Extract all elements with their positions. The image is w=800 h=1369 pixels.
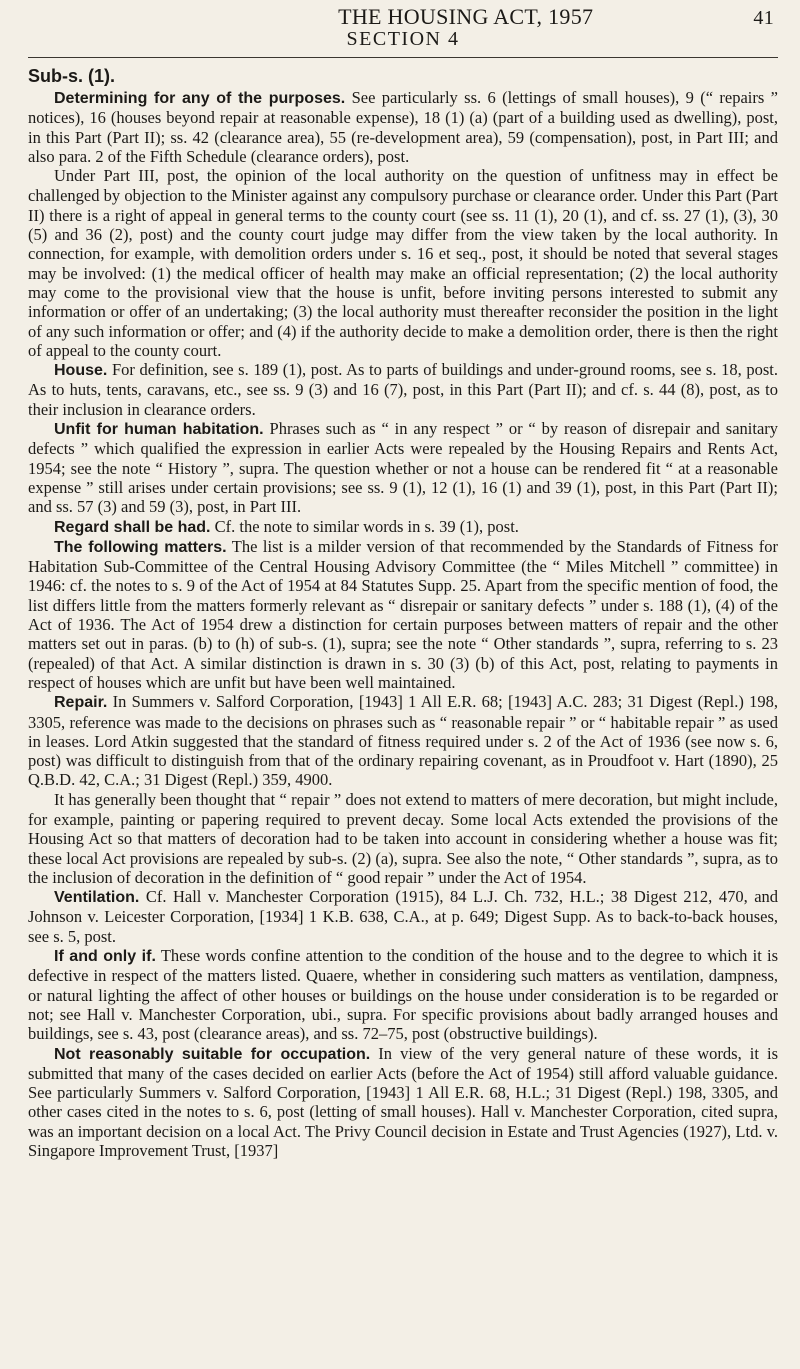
- annotation-text: These words confine attention to the condition of the house and to the degree to which it is defective in respect of the matters listed. Quaere, whether in considering such matters as ventilation, dampness, or natural lighting the affect of other houses or buildings on the house under consideration is to be regarded or not; see Hall v. Manchester Corporation, ubi., supra. For specific provisions about badly arranged houses and buildings, see s. 43, post (clearance areas), and ss. 72–75, post (obstructive buildings).: [28, 946, 779, 1044]
- annotation-term: Repair.: [54, 694, 108, 712]
- annotation-term: Determining for any of the purposes.: [54, 90, 346, 107]
- annotation-paragraph: [28, 887, 778, 946]
- annotation-text: For definition, see s. 189 (1), post. As to parts of buildings and under-ground rooms, see s. 18, post. As to huts, tents, caravans, etc., see ss. 9 (3) and 16 (7), post, in this Part (Part II); and cf. s. 44 (8), post, as to their inclusion in clearance orders.: [28, 360, 779, 419]
- annotation-term: The following matters.: [54, 538, 227, 556]
- annotation-body: [28, 88, 778, 1160]
- page-number: 41: [753, 7, 774, 29]
- annotation-text: Phrases such as “ in any respect ” or “ by reason of disrepair and sanitary defects ” which qualified the expression in earlier Acts were repealed by the Housing Repairs and Rents Act, 1954; see the note “ History ”, supra. The question whether or not a house can be rendered fit “ at a reasonable expense ” still arises under certain provisions; see ss. 9 (1), 12 (1), 16 (1) and 39 (1), post, in this Part (Part II); and ss. 57 (3) and 59 (3), post, in Part III.: [28, 419, 779, 517]
- annotation-paragraph: [28, 790, 778, 887]
- annotation-text: Cf. Hall v. Manchester Corporation (1915), 84 L.J. Ch. 732, H.L.; 38 Digest 212, 470, and Johnson v. Leicester Corporation, [1934] 1 K.B. 638, C.A., at p. 649; Digest Supp. As to back-to-back houses, see s. 5, post.: [28, 887, 779, 946]
- annotation-text: See particularly ss. 6 (lettings of small houses), 9 (“ repairs ” notices), 16 (houses beyond repair at reasonable expense), 18 (1) (a) (part of a building used as dwelling), post, in this Part (Part II); ss. 42 (clearance area), 55 (re-development area), 59 (compensation), post, in Part III; and also para. 2 of the Fifth Schedule (clearance orders), post.: [28, 88, 778, 166]
- annotation-term: House.: [54, 362, 108, 380]
- annotation-paragraph: [28, 1044, 778, 1161]
- annotation-paragraph: [28, 88, 778, 166]
- section-heading: SECTION 4: [346, 28, 460, 50]
- annotation-paragraph: [28, 166, 778, 360]
- annotation-paragraph: [28, 692, 778, 789]
- annotation-text: The list is a milder version of that recommended by the Standards of Fitness for Habitation Sub-Committee of the Central Housing Advisory Committee (the “ Miles Mitchell ” committee) in 1946: cf. the notes to s. 9 of the Act of 1954 at 84 Statutes Supp. 25. Apart from the specific mention of food, the list differs little from the matters formerly relevant as “ disrepair or sanitary defects ” under s. 188 (1), (4) of the Act of 1936. The Act of 1954 drew a distinction for certain purposes between matters of repair and the other matters set out in paras. (b) to (h) of sub-s. (1), supra; see the note “ Other standards ”, supra, referring to s. 23 (repealed) of that Act. A similar distinction is drawn in s. 30 (3) (b) of this Act, post, relating to payments in respect of houses which are unfit but have been well maintained.: [28, 536, 779, 692]
- annotation-term: If and only if.: [54, 948, 156, 966]
- annotation-text: It has generally been thought that “ repair ” does not extend to matters of mere decoration, but might include, for example, painting or papering required to prevent decay. Some local Acts extended the provisions of the Housing Act so that matters of decoration had to be taken into account in considering whether a house was fit; these local Act provisions are repealed by sub-s. (2) (a), supra. See also the note, “ Other standards ”, supra, as to the inclusion of decoration in the definition of “ good repair ” under the Act of 1954.: [28, 789, 778, 887]
- annotation-paragraph: [28, 419, 778, 516]
- header-rule: [28, 57, 778, 58]
- annotation-text: In Summers v. Salford Corporation, [1943] 1 All E.R. 68; [1943] A.C. 283; 31 Digest (Repl.) 198, 3305, reference was made to the decisions on phrases such as “ reasonable repair ” or “ habitable repair ” as used in leases. Lord Atkin suggested that the standard of fitness required under s. 2 of the Act of 1936 (see now s. 6, post) was difficult to distinguish from that of the ordinary repairing covenant, as in Proudfoot v. Hart (1890), 25 Q.B.D. 42, C.A.; 31 Digest (Repl.) 359, 4900.: [28, 692, 779, 790]
- annotation-term: Not reasonably suitable for occupation.: [54, 1045, 371, 1063]
- annotation-paragraph: [28, 946, 778, 1043]
- annotation-text: Cf. the note to similar words in s. 39 (1), post.: [214, 516, 519, 536]
- annotation-term: Regard shall be had.: [54, 518, 211, 536]
- running-title: THE HOUSING ACT, 1957: [338, 4, 594, 29]
- annotation-term: Unfit for human habitation.: [54, 421, 264, 439]
- annotation-paragraph: [28, 537, 778, 692]
- annotation-paragraph: [28, 517, 778, 537]
- annotation-text: Under Part III, post, the opinion of the local authority on the question of unfitness may in effect be challenged by objection to the Minister against any compulsory purchase or clearance order. Under this Part (Part II) there is a right of appeal in general terms to the county court (see ss. 11 (1), 20 (1), and cf. ss. 27 (1), (3), 30 (5) and 36 (2), post) and the county court judge may differ from the view taken by the local authority. In connection, for example, with demolition orders under s. 16 et seq., post, it should be noted that several stages may be involved: (1) the medical officer of health may make an official representation; (2) the local authority may come to the provisional view that the house is unfit, before inviting persons interested to submit any information or offer of an undertaking; (3) the local authority must thereafter reconsider the position in the light of any such information or offer; and (4) if the authority decide to make a demolition order, there is then the right of appeal to the county court.: [28, 166, 778, 360]
- annotation-paragraph: [28, 360, 778, 419]
- annotation-text: In view of the very general nature of these words, it is submitted that many of the cases decided on earlier Acts (before the Act of 1954) still afford valuable guidance. See particularly Summers v. Salford Corporation, [1943] 1 All E.R. 68, H.L.; 31 Digest (Repl.) 198, 3305, and other cases cited in the notes to s. 6, post (letting of small houses). Hall v. Manchester Corporation, cited supra, was an important decision on a local Act. The Privy Council decision in Estate and Trust Agencies (1927), Ltd. v. Singapore Improvement Trust, [1937]: [28, 1043, 778, 1161]
- annotation-term: Ventilation.: [54, 889, 140, 907]
- running-head: [28, 4, 778, 30]
- subsection-heading: Sub-s. (1).: [28, 66, 116, 86]
